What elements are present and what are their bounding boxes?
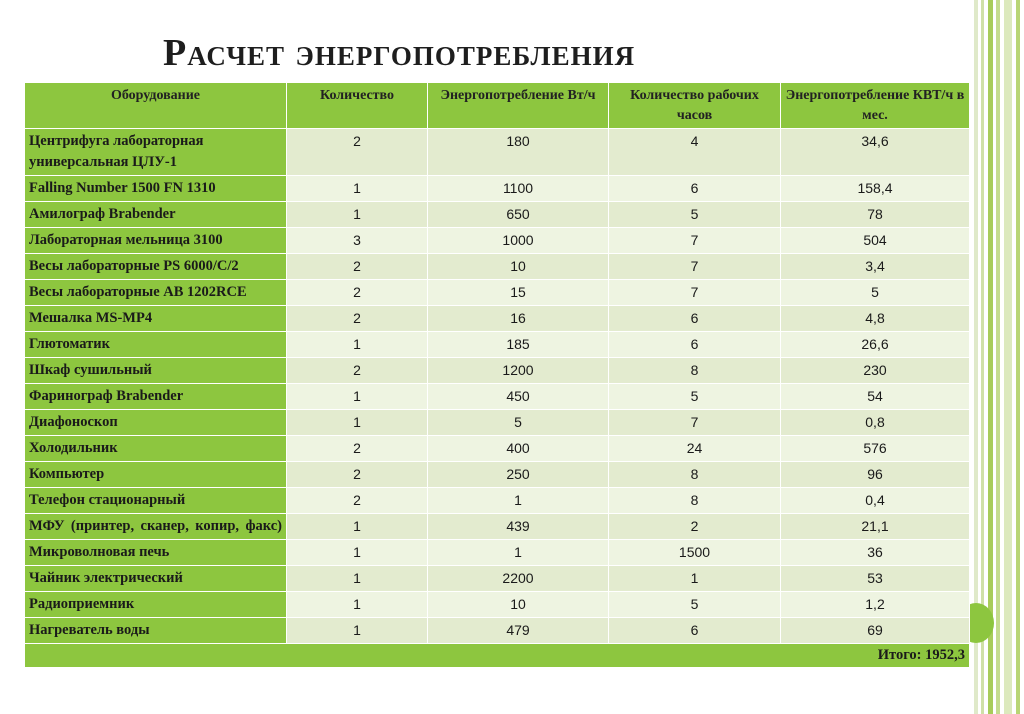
quantity-cell: 1 xyxy=(287,384,428,410)
header-hours: Количество рабочих часов xyxy=(609,83,781,129)
equipment-name: Амилограф Brabender xyxy=(25,202,287,228)
hours-cell: 1 xyxy=(609,566,781,592)
header-quantity: Количество xyxy=(287,83,428,129)
hours-cell: 5 xyxy=(609,202,781,228)
table-row xyxy=(25,254,970,280)
hours-cell: 6 xyxy=(609,618,781,644)
table-row xyxy=(25,618,970,644)
hours-cell: 1500 xyxy=(609,540,781,566)
table-row xyxy=(25,129,970,176)
total-row xyxy=(25,644,970,668)
power-cell: 16 xyxy=(428,306,609,332)
equipment-name: Компьютер xyxy=(25,462,287,488)
monthly-cell: 3,4 xyxy=(781,254,970,280)
hours-cell: 7 xyxy=(609,410,781,436)
monthly-cell: 69 xyxy=(781,618,970,644)
quantity-cell: 2 xyxy=(287,488,428,514)
table-row xyxy=(25,332,970,358)
table-row xyxy=(25,540,970,566)
equipment-name: Радиоприемник xyxy=(25,592,287,618)
equipment-name: Чайник электрический xyxy=(25,566,287,592)
quantity-cell: 2 xyxy=(287,462,428,488)
power-cell: 10 xyxy=(428,592,609,618)
power-cell: 1000 xyxy=(428,228,609,254)
table-row xyxy=(25,176,970,202)
monthly-cell: 1,2 xyxy=(781,592,970,618)
power-cell: 185 xyxy=(428,332,609,358)
monthly-cell: 0,4 xyxy=(781,488,970,514)
header-power: Энергопотребление Вт/ч xyxy=(428,83,609,129)
header-monthly: Энергопотребление КВТ/ч в мес. xyxy=(781,83,970,129)
equipment-name: Нагреватель воды xyxy=(25,618,287,644)
table-row xyxy=(25,436,970,462)
energy-table xyxy=(24,82,970,668)
hours-cell: 5 xyxy=(609,592,781,618)
table-row xyxy=(25,202,970,228)
equipment-name: Глютоматик xyxy=(25,332,287,358)
table-row xyxy=(25,488,970,514)
equipment-name: Шкаф сушильный xyxy=(25,358,287,384)
hours-cell: 4 xyxy=(609,129,781,176)
table-row xyxy=(25,410,970,436)
quantity-cell: 2 xyxy=(287,254,428,280)
power-cell: 1200 xyxy=(428,358,609,384)
quantity-cell: 2 xyxy=(287,306,428,332)
quantity-cell: 1 xyxy=(287,202,428,228)
monthly-cell: 158,4 xyxy=(781,176,970,202)
equipment-name: Весы лабораторные АВ 1202RCE xyxy=(25,280,287,306)
quantity-cell: 1 xyxy=(287,332,428,358)
hours-cell: 8 xyxy=(609,488,781,514)
power-cell: 250 xyxy=(428,462,609,488)
quantity-cell: 1 xyxy=(287,566,428,592)
equipment-name: Весы лабораторные PS 6000/C/2 xyxy=(25,254,287,280)
power-cell: 1 xyxy=(428,540,609,566)
quantity-cell: 1 xyxy=(287,618,428,644)
monthly-cell: 21,1 xyxy=(781,514,970,540)
power-cell: 2200 xyxy=(428,566,609,592)
monthly-cell: 54 xyxy=(781,384,970,410)
table-row xyxy=(25,566,970,592)
power-cell: 5 xyxy=(428,410,609,436)
monthly-cell: 53 xyxy=(781,566,970,592)
quantity-cell: 2 xyxy=(287,436,428,462)
table-row xyxy=(25,306,970,332)
power-cell: 479 xyxy=(428,618,609,644)
monthly-cell: 36 xyxy=(781,540,970,566)
quantity-cell: 1 xyxy=(287,410,428,436)
table-row xyxy=(25,592,970,618)
hours-cell: 7 xyxy=(609,280,781,306)
equipment-name: Микроволновая печь xyxy=(25,540,287,566)
equipment-name: МФУ (принтер, сканер, копир, факс) xyxy=(25,514,287,540)
table-header-row xyxy=(25,83,970,129)
table-row xyxy=(25,358,970,384)
hours-cell: 6 xyxy=(609,332,781,358)
power-cell: 450 xyxy=(428,384,609,410)
equipment-name: Мешалка MS-MP4 xyxy=(25,306,287,332)
table-row xyxy=(25,514,970,540)
table-row xyxy=(25,384,970,410)
hours-cell: 8 xyxy=(609,358,781,384)
quantity-cell: 1 xyxy=(287,176,428,202)
hours-cell: 6 xyxy=(609,306,781,332)
power-cell: 1100 xyxy=(428,176,609,202)
monthly-cell: 4,8 xyxy=(781,306,970,332)
table-row xyxy=(25,228,970,254)
power-cell: 1 xyxy=(428,488,609,514)
power-cell: 10 xyxy=(428,254,609,280)
power-cell: 400 xyxy=(428,436,609,462)
quantity-cell: 2 xyxy=(287,280,428,306)
monthly-cell: 78 xyxy=(781,202,970,228)
power-cell: 650 xyxy=(428,202,609,228)
equipment-name: Фаринограф Brabender xyxy=(25,384,287,410)
monthly-cell: 5 xyxy=(781,280,970,306)
power-cell: 439 xyxy=(428,514,609,540)
quantity-cell: 1 xyxy=(287,514,428,540)
equipment-name: Лабораторная мельница 3100 xyxy=(25,228,287,254)
monthly-cell: 230 xyxy=(781,358,970,384)
hours-cell: 5 xyxy=(609,384,781,410)
hours-cell: 8 xyxy=(609,462,781,488)
page-title: Расчет энергопотребления xyxy=(163,32,636,74)
hours-cell: 24 xyxy=(609,436,781,462)
equipment-name: Центрифуга лабораторная универсальная ЦЛУ-1 xyxy=(25,129,287,176)
equipment-name: Диафоноскоп xyxy=(25,410,287,436)
quantity-cell: 3 xyxy=(287,228,428,254)
table-row xyxy=(25,462,970,488)
equipment-name: Falling Number 1500 FN 1310 xyxy=(25,176,287,202)
total-value: Итого: 1952,3 xyxy=(25,644,970,668)
monthly-cell: 576 xyxy=(781,436,970,462)
equipment-name: Холодильник xyxy=(25,436,287,462)
hours-cell: 7 xyxy=(609,254,781,280)
monthly-cell: 34,6 xyxy=(781,129,970,176)
quantity-cell: 1 xyxy=(287,540,428,566)
hours-cell: 6 xyxy=(609,176,781,202)
header-equipment: Оборудование xyxy=(25,83,287,129)
power-cell: 15 xyxy=(428,280,609,306)
quantity-cell: 1 xyxy=(287,592,428,618)
hours-cell: 7 xyxy=(609,228,781,254)
monthly-cell: 96 xyxy=(781,462,970,488)
table-row xyxy=(25,280,970,306)
power-cell: 180 xyxy=(428,129,609,176)
monthly-cell: 0,8 xyxy=(781,410,970,436)
monthly-cell: 504 xyxy=(781,228,970,254)
quantity-cell: 2 xyxy=(287,358,428,384)
equipment-name: Телефон стационарный xyxy=(25,488,287,514)
monthly-cell: 26,6 xyxy=(781,332,970,358)
quantity-cell: 2 xyxy=(287,129,428,176)
hours-cell: 2 xyxy=(609,514,781,540)
